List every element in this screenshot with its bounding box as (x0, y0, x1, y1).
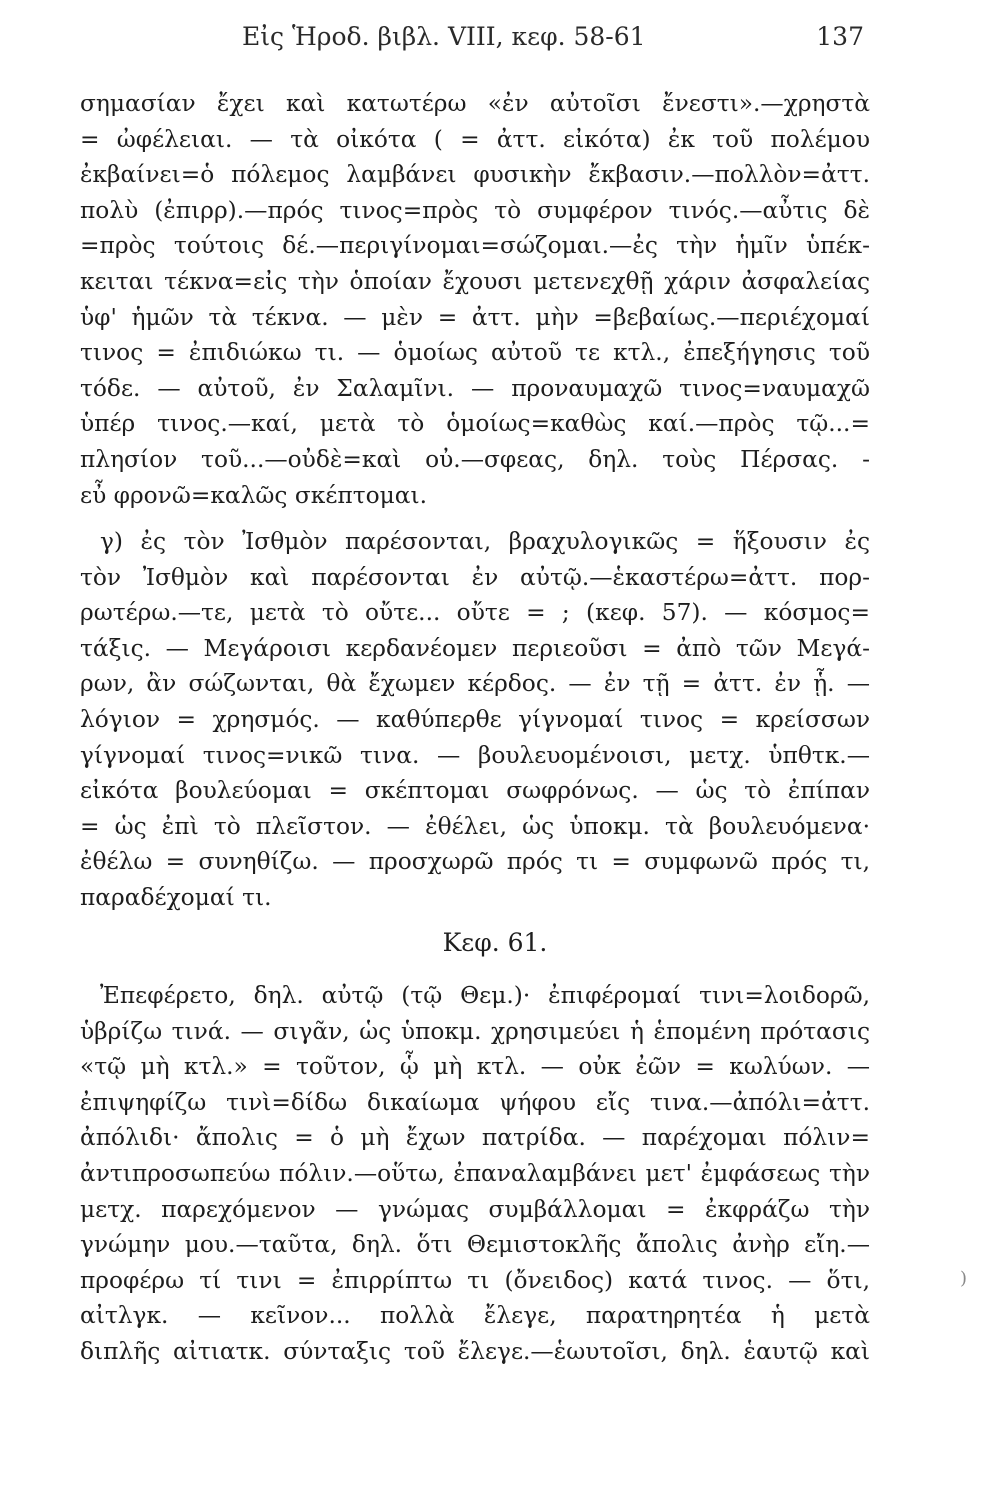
text-line: γίγνομαί τινος=νικῶ τινα. — βουλευομένοισι, μετχ. ὑπθτκ.— (80, 741, 870, 769)
text-line: «τῷ μὴ κτλ.» = τοῦτον, ᾧ μὴ κτλ. — οὐκ ἐῶν = κωλύων. — (80, 1053, 870, 1081)
chapter-heading: Κεφ. 61. (442, 928, 548, 957)
text-line: προφέρω τί τινι = ἐπιρρίπτω τι (ὄνειδος) κατά τινος. — ὅτι, (80, 1266, 870, 1294)
text-line: λόγιον = χρησμός. — καθύπερθε γίγνομαί τινος = κρείσσων (80, 705, 870, 733)
text-line: =πρὸς τούτοις δέ.—περιγίνομαι=σώζομαι.—ἐς τὴν ἡμῖν ὑπέκ- (80, 232, 870, 260)
text-line: ἀπόλιδι· ἄπολις = ὁ μὴ ἔχων πατρίδα. — παρέχομαι πόλιν= (80, 1124, 870, 1152)
text-line: = ὠφέλειαι. — τὰ οἰκότα ( = ἀττ. εἰκότα) ἐκ τοῦ πολέμου (80, 125, 870, 153)
text-line: εὖ φρονῶ=καλῶς σκέπτομαι. (80, 481, 428, 509)
running-title: Εἰς Ἡροδ. βιβλ. VIII, κεφ. 58-61 (242, 22, 646, 51)
text-line: Ἐπεφέρετο, δηλ. αὐτῷ (τῷ Θεμ.)· ἐπιφέρομαί τινι=λοιδορῶ, (100, 982, 870, 1009)
text-line: τάξις. — Μεγάροισι κερδανέομεν περιεοῦσι = ἀπὸ τῶν Μεγά- (80, 634, 870, 662)
text-line: πλησίον τοῦ...—οὐδὲ=καὶ οὐ.—σφεας, δηλ. τοὺς Πέρσας. - (80, 445, 870, 473)
text-line: κειται τέκνα=εἰς τὴν ὁποίαν ἔχουσι μετενεχθῇ χάριν ἀσφαλείας (80, 267, 870, 295)
page-header (82, 22, 864, 58)
text-line: ρωτέρω.—τε, μετὰ τὸ οὔτε... οὔτε = ; (κεφ. 57). — κόσμος= (80, 599, 870, 627)
commentary-paragraph-3 (80, 978, 870, 1370)
text-line: = ὡς ἐπὶ τὸ πλεῖστον. — ἐθέλει, ὡς ὑποκμ. τὰ βουλευόμενα· (80, 812, 870, 840)
text-line: εἰκότα βουλεύομαι = σκέπτομαι σωφρόνως. — ὡς τὸ ἐπίπαν (80, 777, 870, 805)
commentary-paragraph-1 (80, 86, 870, 513)
text-line: γνώμην μου.—ταῦτα, δηλ. ὅτι Θεμιστοκλῆς ἄπολις ἀνὴρ εἴη.— (80, 1231, 870, 1259)
text-line: ρων, ἂν σώζωνται, θὰ ἔχωμεν κέρδος. — ἐν τῇ = ἀττ. ἐν ᾗ. — (80, 670, 870, 698)
text-line: ἐθέλω = συνηθίζω. — προσχωρῶ πρός τι = συμφωνῶ πρός τι, (80, 848, 870, 876)
page-number: 137 (816, 22, 864, 51)
text-line: μετχ. παρεχόμενον — γνώμας συμβάλλομαι = ἐκφράζω τὴν (80, 1195, 870, 1223)
commentary-paragraph-2 (80, 524, 870, 916)
text-line: ἀντιπροσωπεύω πόλιν.—οὕτω, ἐπαναλαμβάνει μετ' ἐμφάσεως τὴν (80, 1159, 870, 1187)
text-line: τινος = ἐπιδιώκω τι. — ὁμοίως αὐτοῦ τε κτλ., ἐπεξήγησις τοῦ (80, 339, 870, 367)
margin-mark: ) (960, 1268, 968, 1289)
text-line: τὸν Ἰσθμὸν καὶ παρέσονται ἐν αὐτῷ.—ἑκαστέρω=ἀττ. πορ- (80, 563, 870, 591)
text-line: πολὺ (ἐπιρρ).—πρός τινος=πρὸς τὸ συμφέρον τινός.—αὖτις δὲ (80, 196, 870, 224)
text-line: ὑπέρ τινος.—καί, μετὰ τὸ ὁμοίως=καθὼς καί.—πρὸς τῷ...= (80, 410, 870, 438)
text-line: ὑφ' ἡμῶν τὰ τέκνα. — μὲν = ἀττ. μὴν =βεβαίως.—περιέχομαί (80, 303, 870, 331)
text-line: ἐπιψηφίζω τινὶ=δίδω δικαίωμα ψήφου εἴς τινα.—ἀπόλι=ἀττ. (80, 1088, 870, 1116)
text-line: γ) ἐς τὸν Ἰσθμὸν παρέσονται, βραχυλογικῶς = ἥξουσιν ἐς (100, 528, 870, 555)
text-line: ὑβρίζω τινά. — σιγᾶν, ὡς ὑποκμ. χρησιμεύει ἡ ἑπομένη πρότασις (80, 1017, 870, 1045)
text-line: ἐκβαίνει=ὁ πόλεμος λαμβάνει φυσικὴν ἔκβασιν.—πολλὸν=ἀττ. (80, 161, 870, 189)
text-line: αἰτλγκ. — κεῖνον... πολλὰ ἔλεγε, παρατηρητέα ἡ μετὰ (80, 1302, 870, 1330)
text-line: παραδέχομαί τι. (80, 883, 272, 911)
text-line: διπλῆς αἰτιατκ. σύνταξις τοῦ ἔλεγε.—ἑωυτοῖσι, δηλ. ἑαυτῷ καὶ (80, 1337, 870, 1365)
text-line: σημασίαν ἔχει καὶ κατωτέρω «ἐν αὐτοῖσι ἔνεστι».—χρηστὰ (80, 90, 870, 117)
text-line: τόδε. — αὐτοῦ, ἐν Σαλαμῖνι. — προναυμαχῶ τινος=ναυμαχῶ (80, 374, 870, 402)
